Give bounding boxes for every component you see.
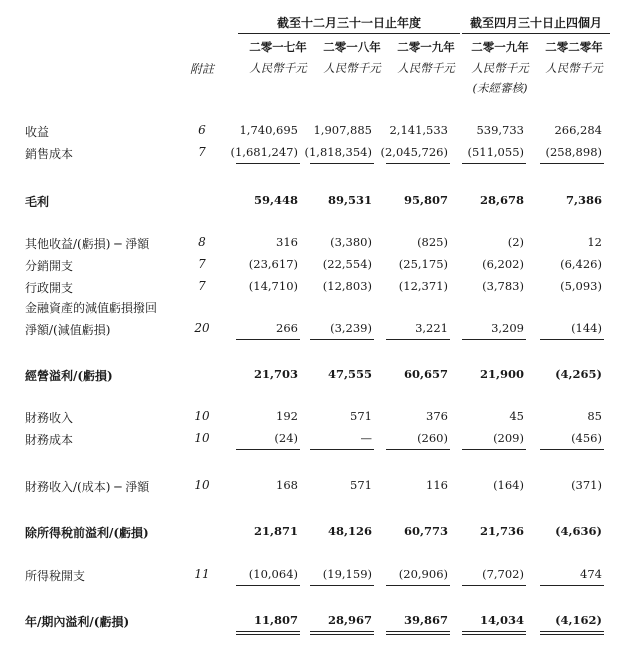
row-value: 21,736	[479, 524, 524, 538]
row-value: 168	[276, 478, 298, 492]
row-value: —	[360, 431, 372, 445]
row-value: 2,141,533	[389, 123, 448, 137]
row-value: (10,064)	[248, 567, 298, 581]
row-label: 銷售成本	[25, 147, 74, 161]
column-unit-period-2020: 人民幣千元	[545, 61, 603, 75]
subtotal-rule	[462, 585, 526, 586]
row-value: 60,657	[403, 367, 448, 381]
row-value: 266,284	[554, 123, 602, 137]
row-value: (456)	[571, 431, 602, 445]
group-header-four-months: 截至四月三十日止四個月	[469, 16, 602, 30]
row-value: 1,907,885	[313, 123, 372, 137]
column-period-2020: 二零二零年	[545, 40, 603, 54]
row-note: 7	[198, 145, 206, 159]
subtotal-rule	[386, 339, 450, 340]
column-unit-2018: 人民幣千元	[323, 61, 381, 75]
row-label: 毛利	[25, 195, 50, 209]
row-value: 12	[587, 235, 602, 249]
row-note: 10	[194, 431, 210, 445]
subtotal-rule	[540, 339, 604, 340]
row-value: (14,710)	[248, 279, 298, 293]
row-value: (24)	[274, 431, 298, 445]
subtotal-rule	[236, 449, 300, 450]
subtotal-rule	[236, 339, 300, 340]
row-note: 10	[194, 409, 210, 423]
row-value: (2)	[507, 235, 524, 249]
row-value: 192	[276, 409, 298, 423]
row-value: (6,426)	[560, 257, 602, 271]
total-double-rule	[310, 631, 374, 632]
row-value: 571	[350, 478, 372, 492]
subtotal-rule	[462, 339, 526, 340]
row-value: (7,702)	[482, 567, 524, 581]
row-value: (3,783)	[482, 279, 524, 293]
total-double-rule	[540, 631, 604, 632]
row-note: 7	[198, 257, 206, 271]
row-value: (12,803)	[322, 279, 372, 293]
row-value: (12,371)	[398, 279, 448, 293]
row-value: 85	[587, 409, 602, 423]
row-label: 財務收入	[25, 411, 74, 425]
row-value: (260)	[417, 431, 448, 445]
row-label: 財務收入/(成本) ─ 淨額	[25, 480, 150, 494]
row-label: 淨額/(減值虧損)	[25, 323, 111, 337]
subtotal-rule	[310, 449, 374, 450]
group-header-four-months-rule	[462, 33, 610, 34]
group-header-fiscal-year: 截至十二月三十一日止年度	[276, 16, 421, 30]
row-label: 收益	[25, 125, 50, 139]
total-double-rule	[236, 634, 300, 635]
row-label: 所得稅開支	[25, 569, 86, 583]
row-note: 7	[198, 279, 206, 293]
total-double-rule	[386, 631, 450, 632]
subtotal-rule	[386, 163, 450, 164]
column-year-2018: 二零一八年	[323, 40, 381, 54]
subtotal-rule	[386, 449, 450, 450]
row-value: (511,055)	[467, 145, 524, 159]
row-label: 其他收益/(虧損) ─ 淨額	[25, 237, 150, 251]
total-double-rule	[462, 634, 526, 635]
column-unit-2019: 人民幣千元	[397, 61, 455, 75]
row-value: (825)	[417, 235, 448, 249]
row-value: 14,034	[479, 613, 524, 627]
row-value: (2,045,726)	[380, 145, 448, 159]
row-value: (164)	[493, 478, 524, 492]
row-value: 48,126	[327, 524, 372, 538]
row-value: (258,898)	[545, 145, 602, 159]
row-value: (5,093)	[560, 279, 602, 293]
subtotal-rule	[540, 449, 604, 450]
row-value: 60,773	[403, 524, 448, 538]
row-label: 財務成本	[25, 433, 74, 447]
row-value: 376	[426, 409, 448, 423]
row-value: (1,681,247)	[230, 145, 298, 159]
subtotal-rule	[540, 163, 604, 164]
row-note: 11	[194, 567, 210, 581]
column-year-2019: 二零一九年	[397, 40, 455, 54]
total-double-rule	[236, 631, 300, 632]
row-value: 571	[350, 409, 372, 423]
row-label: 分銷開支	[25, 259, 74, 273]
group-header-fiscal-year-rule	[238, 33, 460, 34]
unaudited-tag: (未經審核)	[472, 81, 528, 95]
row-label: 年/期內溢利/(虧損)	[25, 615, 130, 629]
subtotal-rule	[310, 339, 374, 340]
row-value: 116	[426, 478, 448, 492]
row-value: (6,202)	[482, 257, 524, 271]
row-value: 21,900	[479, 367, 524, 381]
row-value: 47,555	[327, 367, 372, 381]
row-value: (4,265)	[555, 367, 602, 381]
subtotal-rule	[310, 585, 374, 586]
row-value: 28,678	[479, 193, 524, 207]
row-value: 316	[276, 235, 298, 249]
row-label: 行政開支	[25, 281, 74, 295]
row-label: 金融資產的減值虧損撥回	[25, 301, 158, 315]
column-unit-period-2019: 人民幣千元	[471, 61, 529, 75]
row-value: 28,967	[327, 613, 372, 627]
row-value: 539,733	[476, 123, 524, 137]
row-value: 21,871	[253, 524, 298, 538]
subtotal-rule	[462, 449, 526, 450]
row-value: 89,531	[327, 193, 372, 207]
row-value: 474	[580, 567, 602, 581]
row-value: 39,867	[403, 613, 448, 627]
row-value: (209)	[493, 431, 524, 445]
note-column-heading: 附註	[189, 62, 214, 76]
total-double-rule	[386, 634, 450, 635]
row-label: 經營溢利/(虧損)	[25, 369, 113, 383]
subtotal-rule	[540, 585, 604, 586]
row-value: 3,209	[491, 321, 524, 335]
row-value: (19,159)	[322, 567, 372, 581]
row-value: (3,380)	[330, 235, 372, 249]
row-value: 95,807	[403, 193, 448, 207]
column-unit-2017: 人民幣千元	[249, 61, 307, 75]
row-note: 10	[194, 478, 210, 492]
row-value: (4,162)	[555, 613, 602, 627]
row-value: 266	[276, 321, 298, 335]
row-value: (3,239)	[330, 321, 372, 335]
row-value: 45	[509, 409, 524, 423]
row-value: (22,554)	[322, 257, 372, 271]
total-double-rule	[462, 631, 526, 632]
row-note: 20	[194, 321, 210, 335]
total-double-rule	[310, 634, 374, 635]
row-note: 8	[198, 235, 206, 249]
row-value: 1,740,695	[239, 123, 298, 137]
row-value: (4,636)	[555, 524, 602, 538]
column-year-2017: 二零一七年	[249, 40, 307, 54]
row-value: (144)	[571, 321, 602, 335]
row-value: (371)	[571, 478, 602, 492]
subtotal-rule	[462, 163, 526, 164]
row-value: 3,221	[415, 321, 448, 335]
total-double-rule	[540, 634, 604, 635]
row-label: 除所得稅前溢利/(虧損)	[25, 526, 149, 540]
row-value: 59,448	[253, 193, 298, 207]
row-value: (1,818,354)	[304, 145, 372, 159]
row-value: 7,386	[565, 193, 602, 207]
row-value: 11,807	[253, 613, 298, 627]
row-value: (25,175)	[398, 257, 448, 271]
subtotal-rule	[310, 163, 374, 164]
row-value: 21,703	[253, 367, 298, 381]
column-period-2019: 二零一九年	[471, 40, 529, 54]
subtotal-rule	[236, 585, 300, 586]
row-value: (20,906)	[398, 567, 448, 581]
subtotal-rule	[236, 163, 300, 164]
subtotal-rule	[386, 585, 450, 586]
row-note: 6	[198, 123, 206, 137]
row-value: (23,617)	[248, 257, 298, 271]
